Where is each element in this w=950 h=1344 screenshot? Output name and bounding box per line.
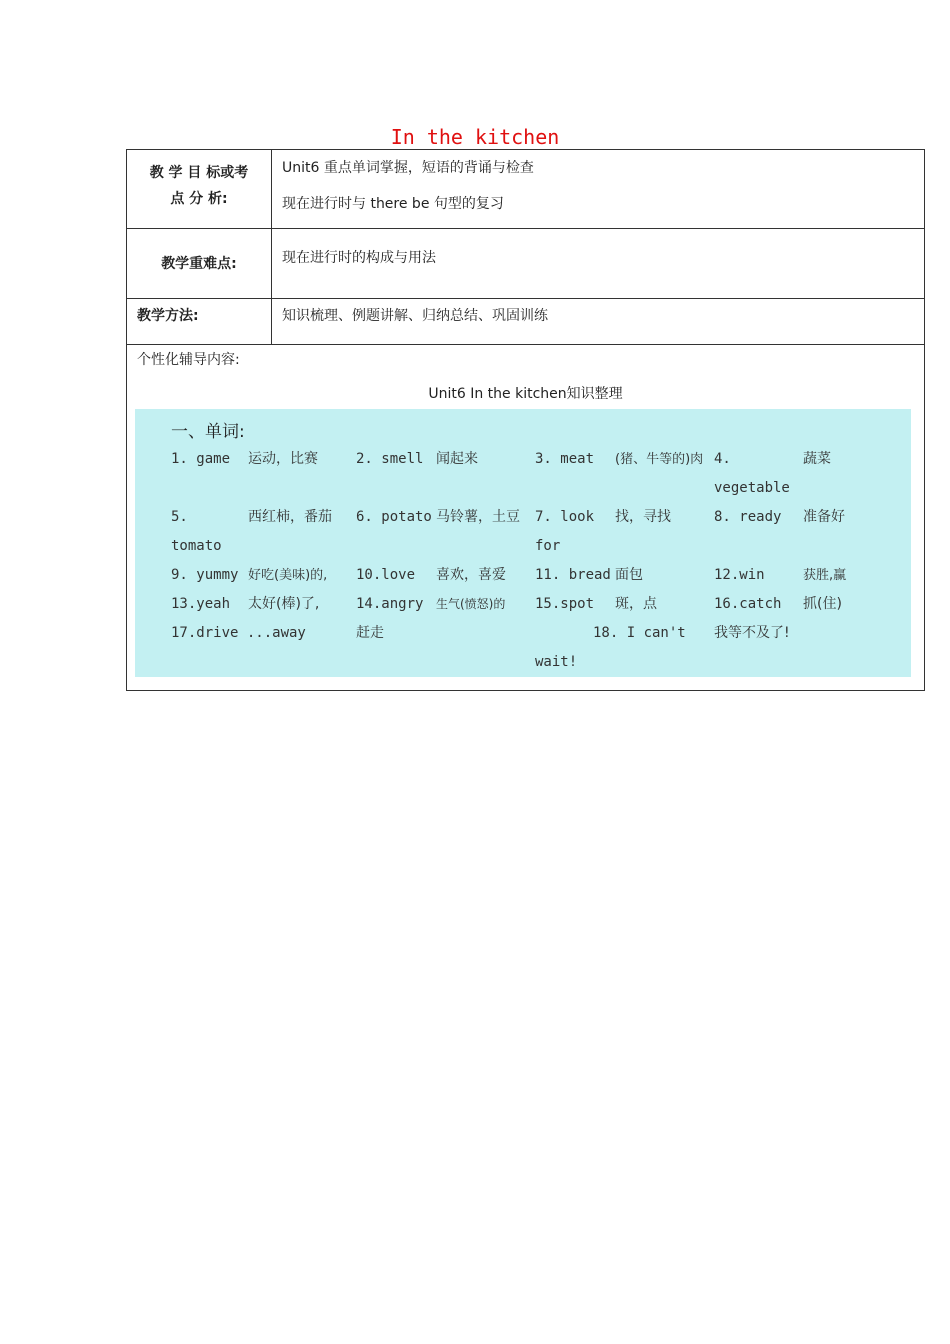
methods-content: 知识梳理、例题讲解、归纳总结、巩固训练 xyxy=(282,308,548,324)
objectives-line1: Unit6 重点单词掌握，短语的背诵与检查 xyxy=(282,160,534,176)
difficulties-content-cell xyxy=(272,229,925,299)
vocab-cn: 喜欢，喜爱 xyxy=(436,567,506,583)
vocab-cn: 获胜,赢 xyxy=(803,568,847,583)
vocabulary-box xyxy=(135,409,911,677)
objectives-content-cell xyxy=(272,150,925,229)
vocabulary-heading: 一、单词: xyxy=(171,422,245,442)
methods-label-cell xyxy=(127,299,272,345)
vocab-cn: 抓(住) xyxy=(803,596,842,612)
objectives-row xyxy=(127,150,925,229)
vocab-en: 4. vegetable xyxy=(714,451,790,496)
vocab-cn: 我等不及了! xyxy=(714,625,790,641)
personal-content-cell xyxy=(127,345,925,691)
vocab-cn: 找，寻找 xyxy=(615,509,671,525)
vocab-en: 5. tomato xyxy=(171,509,222,554)
vocab-en: 9. yummy xyxy=(171,567,239,583)
personal-row xyxy=(127,345,925,691)
vocab-en: 10.love xyxy=(356,567,416,583)
methods-label: 教学方法: xyxy=(137,308,199,324)
lesson-plan-table xyxy=(126,149,925,691)
vocab-en: 7. look for xyxy=(535,509,595,554)
objectives-line2: 现在进行时与 there be 句型的复习 xyxy=(282,196,504,212)
vocab-en: 17.drive ...away xyxy=(171,625,306,641)
vocab-en: 16.catch xyxy=(714,596,782,612)
vocab-cn: 准备好 xyxy=(803,509,845,525)
objectives-label-cell xyxy=(127,150,272,229)
vocab-cn: 马铃薯，土豆 xyxy=(436,509,520,525)
methods-row xyxy=(127,299,925,345)
vocab-en: 13.yeah xyxy=(171,596,231,612)
vocab-cn: 蔬菜 xyxy=(803,451,831,467)
vocab-cn: 西红柿，番茄 xyxy=(248,509,332,525)
vocab-en: 18. I can't wait! xyxy=(535,625,686,670)
vocab-en: 11. bread xyxy=(535,567,611,583)
page-title: In the kitchen xyxy=(390,125,560,149)
vocab-en: 14.angry xyxy=(356,596,424,612)
vocab-cn: 好吃(美味)的, xyxy=(248,568,328,583)
personal-label: 个性化辅导内容: xyxy=(137,352,240,368)
vocab-cn: 面包 xyxy=(615,567,643,583)
vocab-cn: 赶走 xyxy=(356,625,384,641)
vocab-en: 15.spot xyxy=(535,596,595,612)
vocab-cn: (猪、牛等的)肉 xyxy=(615,452,704,467)
vocab-en: 2. smell xyxy=(356,451,424,467)
vocab-cn: 斑，点 xyxy=(615,596,657,612)
difficulties-label-cell xyxy=(127,229,272,299)
vocab-cn: 生气(愤怒)的 xyxy=(436,597,506,611)
summary-title: Unit6 In the kitchen知识整理 xyxy=(428,386,623,402)
vocab-cn: 运动，比赛 xyxy=(248,451,318,467)
vocab-en: 3. meat xyxy=(535,451,595,467)
methods-content-cell xyxy=(272,299,925,345)
vocab-cn: 太好(棒)了, xyxy=(248,596,320,612)
vocab-en: 1. game xyxy=(171,451,231,467)
vocab-cn: 闻起来 xyxy=(436,451,478,467)
vocab-en: 12.win xyxy=(714,567,765,583)
vocab-en: 8. ready xyxy=(714,509,782,525)
difficulties-content: 现在进行时的构成与用法 xyxy=(282,250,436,266)
objectives-label-line2: 点 分 析: xyxy=(170,191,228,207)
objectives-label-line1: 教 学 目 标或考 xyxy=(149,165,249,181)
difficulties-row xyxy=(127,229,925,299)
difficulties-label: 教学重难点: xyxy=(161,256,237,272)
vocab-en: 6. potato xyxy=(356,509,432,525)
